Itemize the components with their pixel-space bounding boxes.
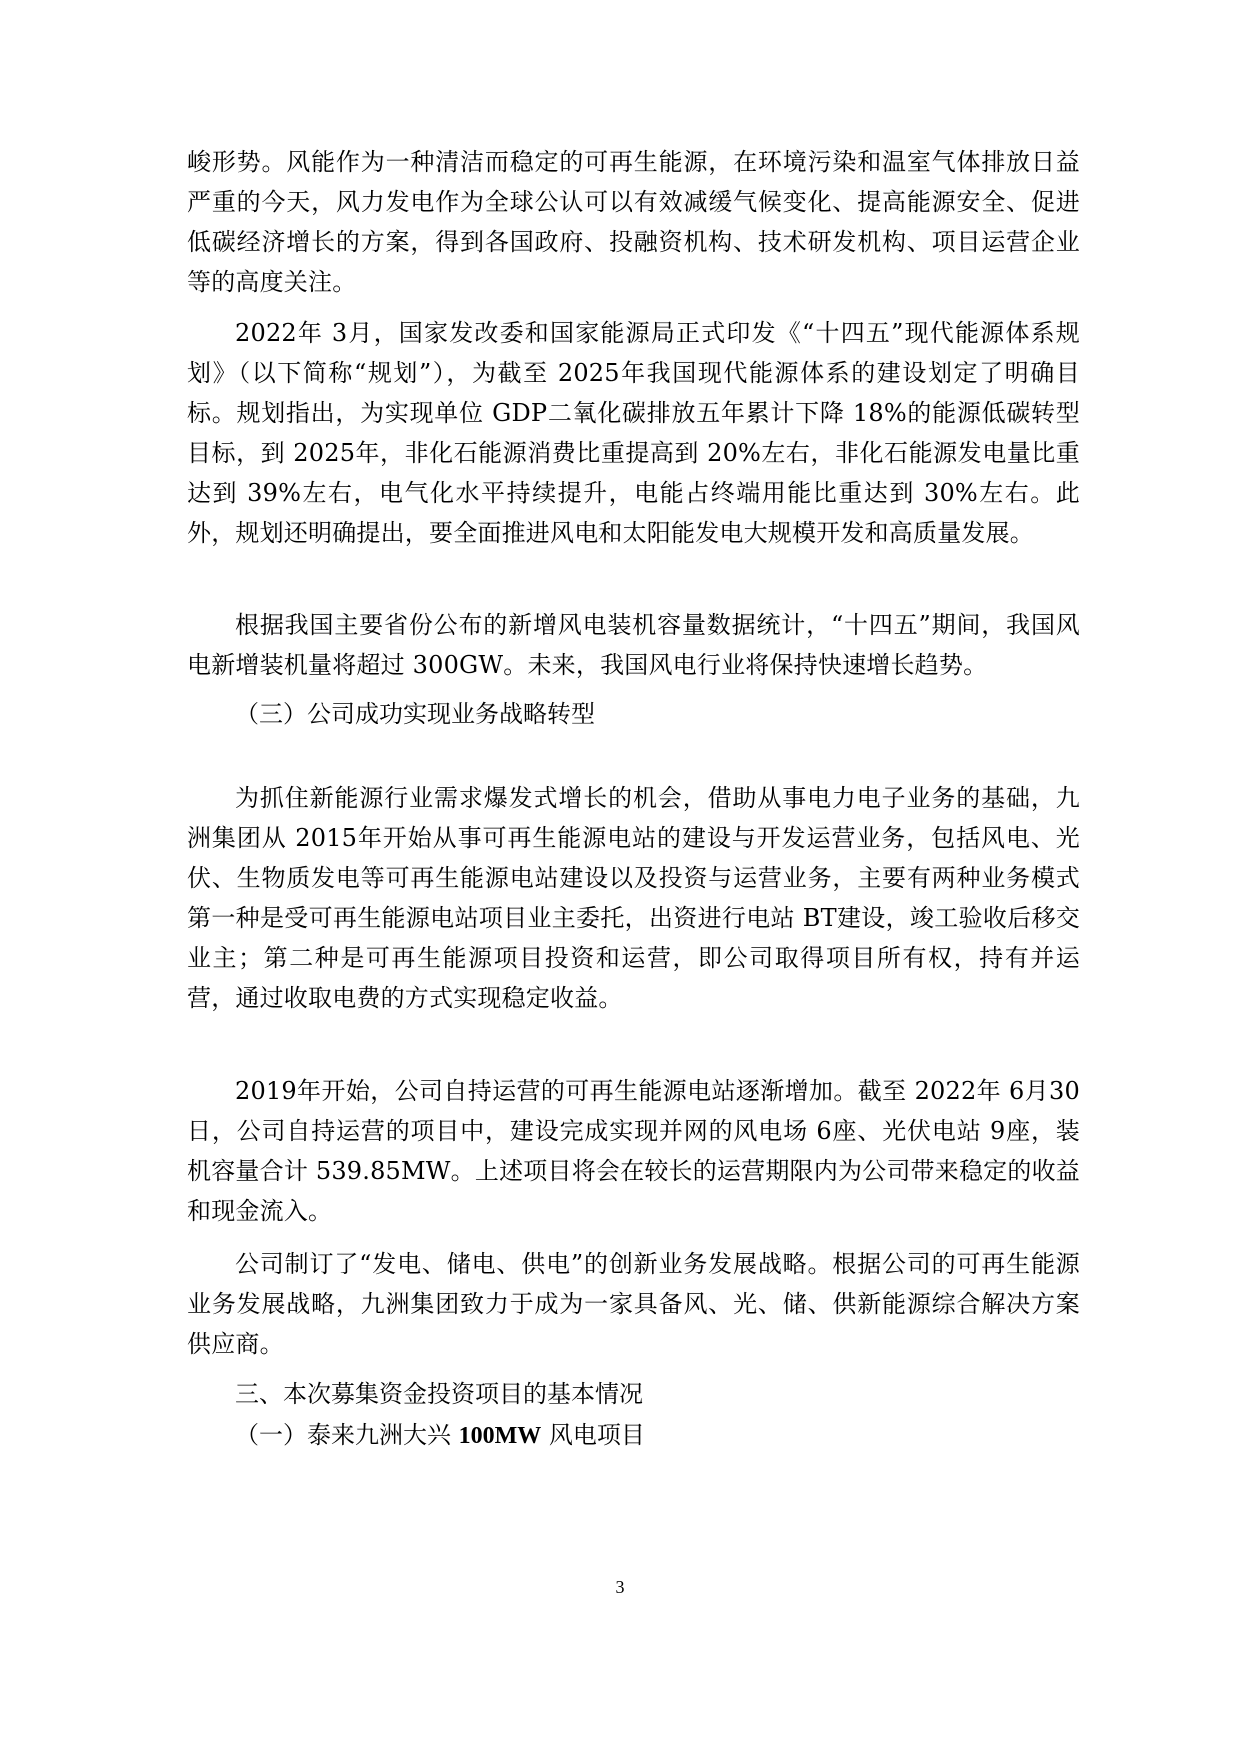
heading-project-prefix: （一）泰来九洲大兴 [235,1421,459,1449]
heading-project-one [235,1415,645,1456]
heading-project-capacity: 100MW [458,1423,542,1449]
paragraph-innovation-strategy: 公司制订了“发电、储电、供电”的创新业务发展战略。根据公司的可再生能源业务发展战略，九洲集团致力于成为一家具备风、光、储、供新能源综合解决方案供应商。 [187,1250,1080,1358]
paragraph-energy-plan: 2022年 3月，国家发改委和国家能源局正式印发《“十四五”现代能源体系规划》（以下简称“规划”），为截至 2025年我国现代能源体系的建设划定了明确目标。规划指出，为实现单位 GDP二氧化碳排放五年累计下降 18%的能源低碳转型目标，到 2025年，非化石能源消费比重提高到 20%左右，非化石能源发电量比重达到 39%左右，电气化水平持续提升，电能占终端用能比重达到 30%左右。此外，规划还明确提出，要全面推进风电和太阳能发电大规模开发和高质量发展。 [187,319,1080,547]
page-number: 3 [615,1577,625,1597]
heading-section-three: 三、本次募集资金投资项目的基本情况 [235,1380,643,1408]
heading-project-suffix: 风电项目 [541,1421,645,1449]
heading-strategy-transformation: （三）公司成功实现业务战略转型 [235,700,595,728]
paragraph-wind-energy: 峻形势。风能作为一种清洁而稳定的可再生能源，在环境污染和温室气体排放日益严重的今天，风力发电作为全球公认可以有效减缓气候变化、提高能源安全、促进低碳经济增长的方案，得到各国政府、投融资机构、技术研发机构、项目运营企业等的高度关注。 [187,148,1080,296]
paragraph-business-model: 为抓住新能源行业需求爆发式增长的机会，借助从事电力电子业务的基础，九洲集团从 2015年开始从事可再生能源电站的建设与开发运营业务，包括风电、光伏、生物质发电等可再生能源电站建设以及投资与运营业务，主要有两种业务模式第一种是受可再生能源电站项目业主委托，出资进行电站 BT建设，竣工验收后移交业主；第二种是可再生能源项目投资和运营，即公司取得项目所有权，持有并运营，通过收取电费的方式实现稳定收益。 [187,784,1080,1012]
paragraph-self-operated-plants: 2019年开始，公司自持运营的可再生能源电站逐渐增加。截至 2022年 6月30日，公司自持运营的项目中，建设完成实现并网的风电场 6座、光伏电站 9座，装机容量合计 539.85MW。上述项目将会在较长的运营期限内为公司带来稳定的收益和现金流入。 [187,1077,1080,1225]
paragraph-wind-capacity: 根据我国主要省份公布的新增风电装机容量数据统计，“十四五”期间，我国风电新增装机量将超过 300GW。未来，我国风电行业将保持快速增长趋势。 [187,611,1080,679]
